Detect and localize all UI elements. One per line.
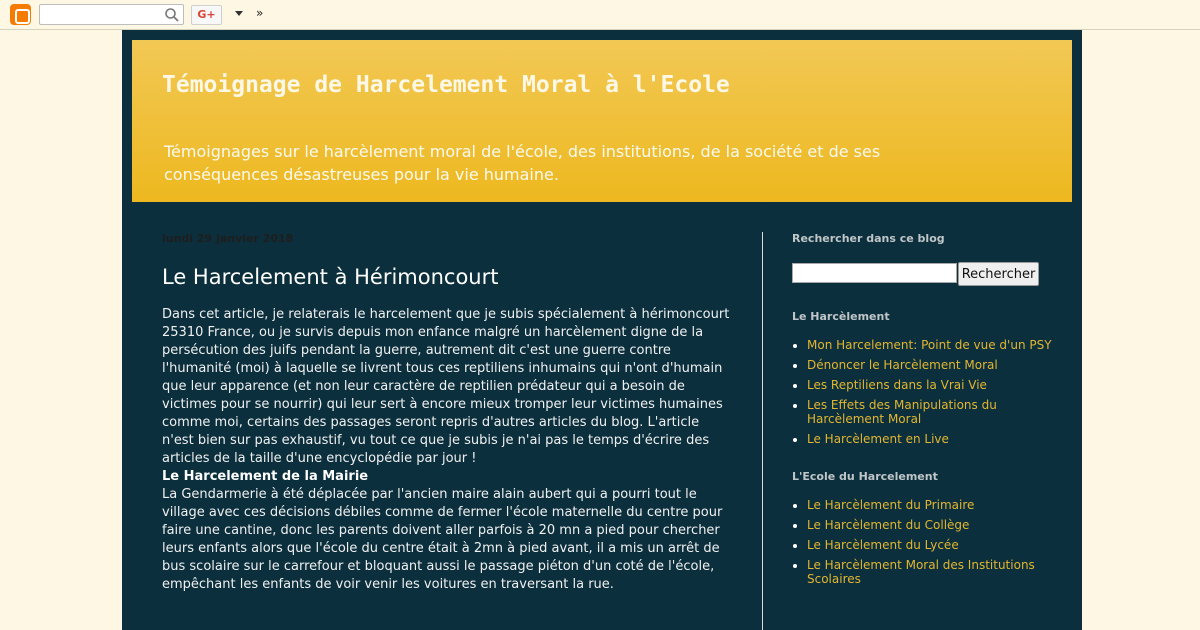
google-plus-button[interactable]: G+ bbox=[191, 5, 222, 25]
blog-search-input[interactable] bbox=[792, 263, 957, 283]
sidebar-link[interactable]: Le Harcèlement du Collège bbox=[807, 518, 970, 532]
list-item bbox=[807, 358, 1052, 372]
post-subheading: Le Harcelement de la Mairie bbox=[162, 469, 369, 484]
ecole-widget-title: L'Ecole du Harcelement bbox=[792, 470, 938, 483]
sidebar bbox=[792, 232, 1052, 630]
search-widget bbox=[792, 232, 1052, 286]
sidebar-link[interactable]: Les Reptiliens dans la Vrai Vie bbox=[807, 378, 987, 392]
post-date: lundi 29 janvier 2018 bbox=[162, 232, 294, 245]
list-item bbox=[807, 378, 1052, 392]
list-item bbox=[807, 398, 1052, 426]
sidebar-link[interactable]: Le Harcèlement du Lycée bbox=[807, 538, 959, 552]
chevron-down-icon[interactable] bbox=[235, 11, 243, 16]
ecole-link-list bbox=[792, 498, 1052, 586]
sidebar-link[interactable]: Dénoncer le Harcèlement Moral bbox=[807, 358, 998, 372]
blog-header bbox=[132, 40, 1072, 202]
search-row bbox=[792, 262, 1052, 286]
navbar-search-box bbox=[39, 4, 184, 25]
ecole-widget bbox=[792, 470, 1052, 586]
navbar-search-input[interactable] bbox=[40, 7, 160, 26]
main-column bbox=[162, 232, 732, 630]
more-link[interactable]: » bbox=[256, 6, 264, 20]
sidebar-link[interactable]: Les Effets des Manipulations du Harcèlement Moral bbox=[807, 398, 997, 426]
list-item bbox=[807, 538, 1052, 552]
search-button[interactable]: Rechercher bbox=[958, 262, 1039, 286]
list-item bbox=[807, 432, 1052, 446]
blog-description: Témoignages sur le harcèlement moral de l'école, des institutions, de la société et de ses conséquences désastreuses pour la vie humaine. bbox=[164, 142, 881, 184]
column-divider bbox=[762, 232, 763, 630]
list-item bbox=[807, 498, 1052, 512]
search-icon[interactable] bbox=[164, 7, 180, 23]
harcelement-widget bbox=[792, 310, 1052, 446]
list-item bbox=[807, 518, 1052, 532]
blogger-logo-icon[interactable] bbox=[10, 4, 31, 25]
blog-title[interactable]: Témoignage de Harcelement Moral à l'Ecole bbox=[162, 72, 730, 98]
post-body bbox=[162, 306, 732, 594]
post-intro: Dans cet article, je relaterais le harcelement que je subis spécialement à hérimoncourt 25310 France, ou je survis depuis mon enfance malgré un harcèlement digne de la persécution des juifs pendant la guerre, autrement dit c'est une guerre contre l'humanité (moi) à laquelle se livrent tous ces reptiliens inhumains qui n'ont d'humain que leur apparence (et non leur caractère de reptilien prédateur qui a besoin de victimes pour se nourrir) qui leur sert à encore mieux tromper leur victimes humaines comme moi, certains des passages seront repris d'autres articles du blog. L'article n'est bien sur pas exhaustif, vu tout ce que je subis je n'ai pas le temps d'écrire des articles de la taille d'une encyclopédie par jour ! bbox=[162, 307, 730, 466]
search-widget-title: Rechercher dans ce blog bbox=[792, 232, 945, 245]
harcelement-widget-title: Le Harcèlement bbox=[792, 310, 890, 323]
harcelement-link-list bbox=[792, 338, 1052, 446]
blogger-navbar bbox=[0, 0, 1200, 30]
sidebar-link[interactable]: Mon Harcelement: Point de vue d'un PSY bbox=[807, 338, 1052, 352]
content-outer bbox=[122, 30, 1082, 630]
sidebar-link[interactable]: Le Harcèlement en Live bbox=[807, 432, 949, 446]
post-title[interactable]: Le Harcelement à Hérimoncourt bbox=[162, 265, 499, 289]
sidebar-link[interactable]: Le Harcèlement du Primaire bbox=[807, 498, 975, 512]
post-paragraph: La Gendarmerie à été déplacée par l'ancien maire alain aubert qui a pourri tout le village avec ces décisions débiles comme de fermer l'école maternelle du centre pour faire une cantine, donc les parents doivent aller parfois à 20 mn a pied pour chercher leurs enfants alors que l'école du centre était à 2mn à pied avant, il a mis un arrêt de bus scolaire sur le carrefour et bloquant aussi le passage piéton d'un coté de l'école, empêchant les enfants de voir venir les voitures en traversant la rue. bbox=[162, 487, 723, 592]
list-item bbox=[807, 558, 1052, 586]
list-item bbox=[807, 338, 1052, 352]
sidebar-link[interactable]: Le Harcèlement Moral des Institutions Scolaires bbox=[807, 558, 1035, 586]
